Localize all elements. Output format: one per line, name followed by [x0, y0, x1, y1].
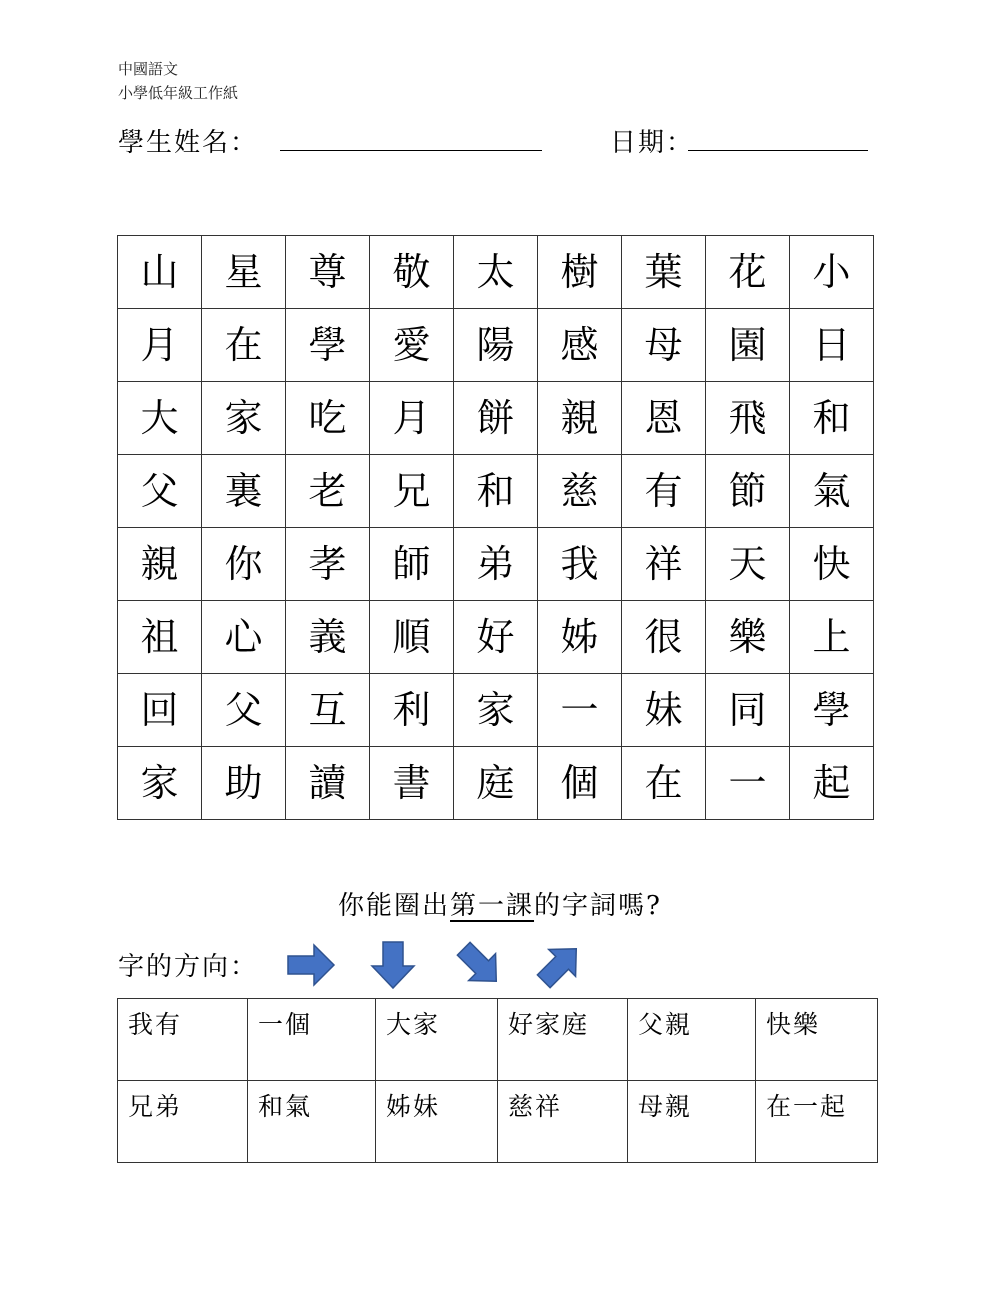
- grid-cell[interactable]: 個: [538, 747, 622, 820]
- grid-row: [118, 309, 874, 382]
- grid-cell[interactable]: 同: [706, 674, 790, 747]
- grid-cell[interactable]: 老: [286, 455, 370, 528]
- grid-cell[interactable]: 在: [622, 747, 706, 820]
- grid-cell[interactable]: 感: [538, 309, 622, 382]
- grid-cell[interactable]: 小: [790, 236, 874, 309]
- direction-label: 字的方向：: [118, 952, 259, 982]
- grid-cell[interactable]: 有: [622, 455, 706, 528]
- grid-cell[interactable]: 書: [370, 747, 454, 820]
- word-search-grid: [117, 235, 874, 820]
- grid-cell[interactable]: 尊: [286, 236, 370, 309]
- grid-row: [118, 747, 874, 820]
- grid-cell[interactable]: 家: [202, 382, 286, 455]
- grid-cell[interactable]: 園: [706, 309, 790, 382]
- grid-cell[interactable]: 裏: [202, 455, 286, 528]
- grid-cell[interactable]: 山: [118, 236, 202, 309]
- word-cell: 一個: [248, 999, 376, 1081]
- grid-cell[interactable]: 家: [118, 747, 202, 820]
- word-cell: 兄弟: [118, 1081, 248, 1163]
- grid-cell[interactable]: 弟: [454, 528, 538, 601]
- grid-cell[interactable]: 很: [622, 601, 706, 674]
- grid-cell[interactable]: 你: [202, 528, 286, 601]
- grid-cell[interactable]: 父: [202, 674, 286, 747]
- grid-cell[interactable]: 快: [790, 528, 874, 601]
- grid-cell[interactable]: 慈: [538, 455, 622, 528]
- word-cell: 慈祥: [498, 1081, 628, 1163]
- grid-cell[interactable]: 心: [202, 601, 286, 674]
- grid-cell[interactable]: 祖: [118, 601, 202, 674]
- question-text: [0, 885, 1000, 922]
- grid-row: [118, 236, 874, 309]
- grid-cell[interactable]: 葉: [622, 236, 706, 309]
- grid-cell[interactable]: 師: [370, 528, 454, 601]
- word-row: [118, 999, 878, 1081]
- grid-cell[interactable]: 學: [286, 309, 370, 382]
- grid-cell[interactable]: 敬: [370, 236, 454, 309]
- grid-cell[interactable]: 讀: [286, 747, 370, 820]
- grid-cell[interactable]: 親: [118, 528, 202, 601]
- grid-cell[interactable]: 妹: [622, 674, 706, 747]
- grid-cell[interactable]: 陽: [454, 309, 538, 382]
- grid-row: [118, 382, 874, 455]
- grid-cell[interactable]: 月: [370, 382, 454, 455]
- grid-cell[interactable]: 天: [706, 528, 790, 601]
- word-cell: 在一起: [756, 1081, 878, 1163]
- arrow-right-icon: [286, 943, 336, 987]
- grid-row: [118, 455, 874, 528]
- grid-cell[interactable]: 家: [454, 674, 538, 747]
- question-before: 你能圈出: [338, 891, 451, 921]
- grid-cell[interactable]: 互: [286, 674, 370, 747]
- grid-cell[interactable]: 親: [538, 382, 622, 455]
- grid-cell[interactable]: 在: [202, 309, 286, 382]
- grid-cell[interactable]: 氣: [790, 455, 874, 528]
- grid-cell[interactable]: 大: [118, 382, 202, 455]
- question-after: 的字詞嗎?: [534, 891, 662, 921]
- worksheet-title: 小學低年級工作紙: [118, 84, 239, 102]
- word-list-table: [117, 998, 878, 1163]
- student-name-field[interactable]: [280, 150, 542, 151]
- grid-cell[interactable]: 樹: [538, 236, 622, 309]
- grid-cell[interactable]: 祥: [622, 528, 706, 601]
- word-cell: 父親: [628, 999, 756, 1081]
- grid-cell[interactable]: 餅: [454, 382, 538, 455]
- word-cell: 母親: [628, 1081, 756, 1163]
- grid-cell[interactable]: 飛: [706, 382, 790, 455]
- word-cell: 我有: [118, 999, 248, 1081]
- grid-row: [118, 528, 874, 601]
- student-name-label: 學生姓名：: [118, 128, 259, 158]
- grid-cell[interactable]: 順: [370, 601, 454, 674]
- grid-cell[interactable]: 上: [790, 601, 874, 674]
- arrow-down-icon: [370, 940, 416, 990]
- grid-cell[interactable]: 花: [706, 236, 790, 309]
- grid-cell[interactable]: 樂: [706, 601, 790, 674]
- grid-cell[interactable]: 恩: [622, 382, 706, 455]
- grid-cell[interactable]: 一: [538, 674, 622, 747]
- grid-cell[interactable]: 節: [706, 455, 790, 528]
- grid-cell[interactable]: 一: [706, 747, 790, 820]
- grid-cell[interactable]: 愛: [370, 309, 454, 382]
- grid-cell[interactable]: 姊: [538, 601, 622, 674]
- grid-cell[interactable]: 和: [790, 382, 874, 455]
- date-field[interactable]: [688, 150, 868, 151]
- grid-cell[interactable]: 孝: [286, 528, 370, 601]
- grid-cell[interactable]: 日: [790, 309, 874, 382]
- grid-row: [118, 674, 874, 747]
- grid-cell[interactable]: 回: [118, 674, 202, 747]
- word-cell: 大家: [376, 999, 498, 1081]
- date-label: 日期：: [610, 128, 695, 158]
- arrow-down-right-icon: [455, 940, 505, 990]
- grid-cell[interactable]: 和: [454, 455, 538, 528]
- grid-cell[interactable]: 兄: [370, 455, 454, 528]
- grid-cell[interactable]: 星: [202, 236, 286, 309]
- arrow-up-right-icon: [535, 940, 585, 990]
- grid-row: [118, 601, 874, 674]
- subject-title: 中國語文: [118, 60, 179, 78]
- grid-cell[interactable]: 助: [202, 747, 286, 820]
- grid-cell[interactable]: 庭: [454, 747, 538, 820]
- grid-cell[interactable]: 學: [790, 674, 874, 747]
- grid-cell[interactable]: 起: [790, 747, 874, 820]
- word-cell: 好家庭: [498, 999, 628, 1081]
- word-cell: 和氣: [248, 1081, 376, 1163]
- grid-cell[interactable]: 月: [118, 309, 202, 382]
- grid-cell[interactable]: 好: [454, 601, 538, 674]
- word-cell: 姊妹: [376, 1081, 498, 1163]
- grid-cell[interactable]: 太: [454, 236, 538, 309]
- grid-cell[interactable]: 利: [370, 674, 454, 747]
- grid-cell[interactable]: 父: [118, 455, 202, 528]
- grid-cell[interactable]: 吃: [286, 382, 370, 455]
- grid-cell[interactable]: 我: [538, 528, 622, 601]
- word-cell: 快樂: [756, 999, 878, 1081]
- word-row: [118, 1081, 878, 1163]
- grid-cell[interactable]: 義: [286, 601, 370, 674]
- question-lesson: 第一課: [450, 891, 535, 921]
- grid-cell[interactable]: 母: [622, 309, 706, 382]
